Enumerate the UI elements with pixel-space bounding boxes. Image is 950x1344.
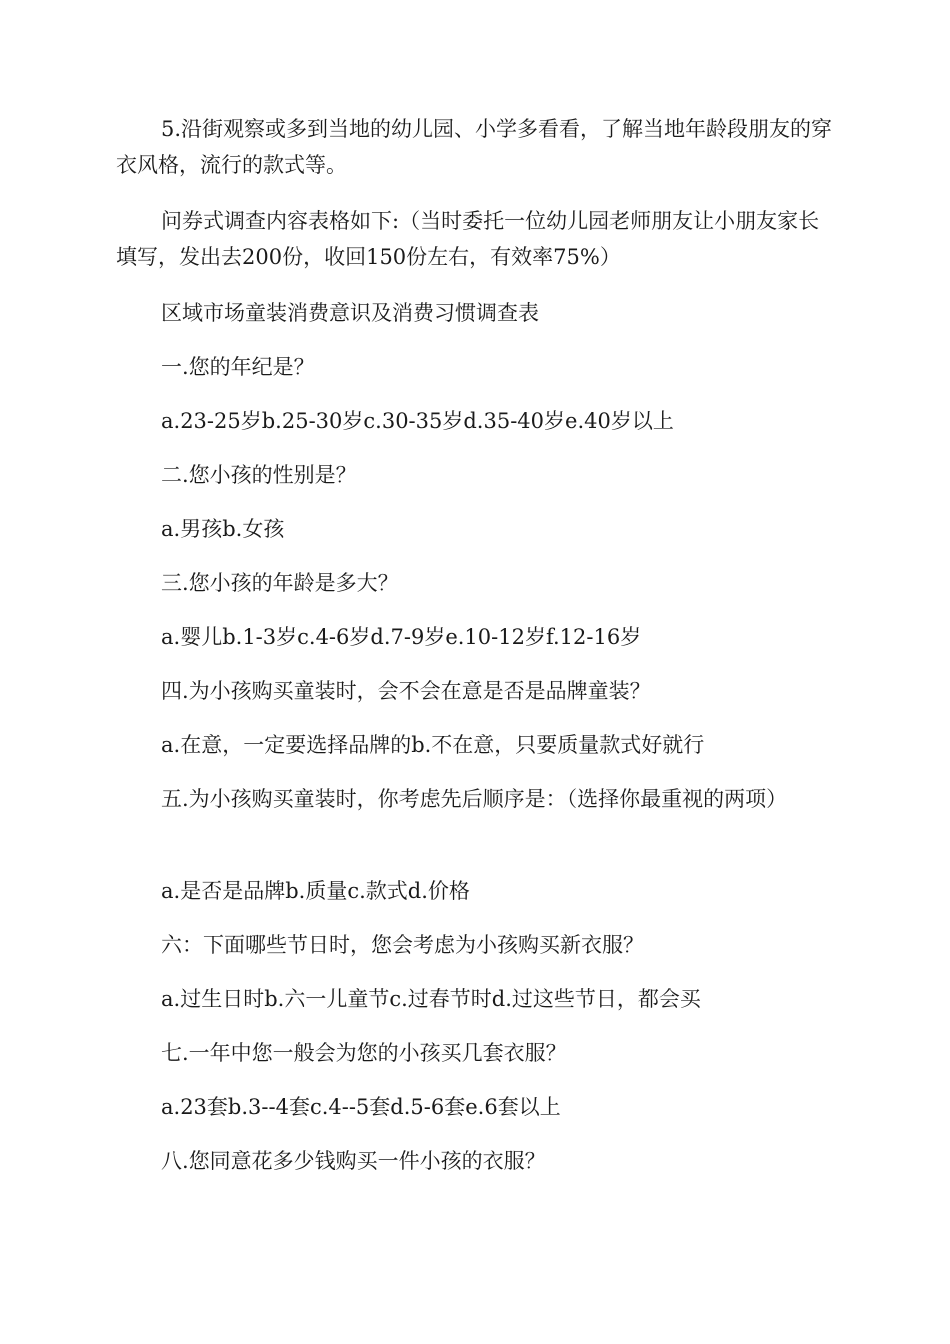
question-2: 二.您小孩的性别是？ xyxy=(161,463,357,487)
answers-5: a.是否是品牌b.质量c.款式d.价格 xyxy=(161,879,470,903)
answers-6: a.过生日时b.六一儿童节c.过春节时d.过这些节日，都会买 xyxy=(161,987,701,1011)
question-7: 七.一年中您一般会为您的小孩买几套衣服？ xyxy=(161,1041,567,1065)
survey-title: 区域市场童装消费意识及消费习惯调查表 xyxy=(161,301,539,325)
answers-7: a.23套b.3--4套c.4--5套d.5-6套e.6套以上 xyxy=(161,1095,561,1119)
question-4: 四.为小孩购买童装时，会不会在意是否是品牌童装？ xyxy=(161,679,651,703)
question-6: 六：下面哪些节日时，您会考虑为小孩购买新衣服？ xyxy=(161,933,644,957)
question-3: 三.您小孩的年龄是多大？ xyxy=(161,571,399,595)
answers-1: a.23-25岁b.25-30岁c.30-35岁d.35-40岁e.40岁以上 xyxy=(161,409,674,433)
paragraph-survey-intro: 问券式调查内容表格如下:（当时委托一位幼儿园老师朋友让小朋友家长填写，发出去200份，收回150份左右，有效率75%） xyxy=(116,209,820,269)
answers-2: a.男孩b.女孩 xyxy=(161,517,285,541)
question-1: 一.您的年纪是？ xyxy=(161,355,315,379)
answers-3: a.婴儿b.1-3岁c.4-6岁d.7-9岁e.10-12岁f.12-16岁 xyxy=(161,625,642,649)
question-5: 五.为小孩购买童装时，你考虑先后顺序是：（选择你最重视的两项） xyxy=(161,787,788,811)
question-8: 八.您同意花多少钱购买一件小孩的衣服？ xyxy=(161,1149,546,1173)
paragraph-observation: 5.沿街观察或多到当地的幼儿园、小学多看看，了解当地年龄段朋友的穿衣风格，流行的款式等。 xyxy=(116,117,833,177)
answers-4: a.在意，一定要选择品牌的b.不在意，只要质量款式好就行 xyxy=(161,733,705,757)
